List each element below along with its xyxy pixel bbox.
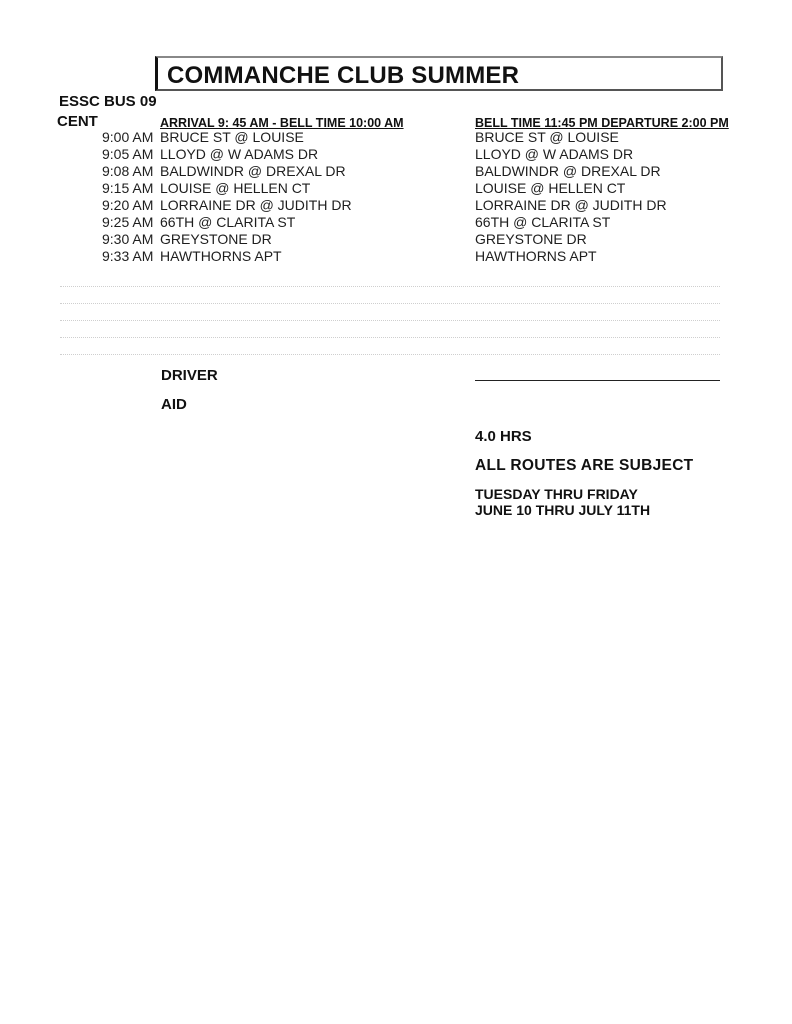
school-label: CENT <box>57 113 98 130</box>
bus-label: ESSC BUS 09 <box>59 93 157 110</box>
stop-location: BALDWINDR @ DREXAL DR <box>160 163 346 179</box>
stop-location: GREYSTONE DR <box>160 231 272 247</box>
stop-time: 9:33 AM <box>102 248 154 264</box>
stop-location: LORRAINE DR @ JUDITH DR <box>475 197 667 213</box>
stop-location: HAWTHORNS APT <box>475 248 597 264</box>
stop-location: LLOYD @ W ADAMS DR <box>475 146 634 162</box>
stop-time: 9:05 AM <box>102 146 154 162</box>
days-note: TUESDAY THRU FRIDAY <box>475 486 638 502</box>
stop-location: BALDWINDR @ DREXAL DR <box>475 163 661 179</box>
stop-location: LORRAINE DR @ JUDITH DR <box>160 197 352 213</box>
stop-location: LLOYD @ W ADAMS DR <box>160 146 319 162</box>
page-title: COMMANCHE CLUB SUMMER <box>167 62 520 89</box>
stop-time: 9:00 AM <box>102 129 154 145</box>
dates-note: JUNE 10 THRU JULY 11TH <box>475 502 651 518</box>
stop-location: BRUCE ST @ LOUISE <box>160 129 304 145</box>
stop-time: 9:25 AM <box>102 214 154 230</box>
stop-location: 66TH @ CLARITA ST <box>475 214 611 230</box>
driver-signature-line <box>475 380 720 381</box>
stop-location: BRUCE ST @ LOUISE <box>475 129 619 145</box>
routes-note: ALL ROUTES ARE SUBJECT <box>475 457 694 474</box>
title-box <box>155 56 723 91</box>
aid-label: AID <box>161 396 187 413</box>
divider <box>60 320 720 321</box>
stop-location: HAWTHORNS APT <box>160 248 282 264</box>
stop-location: GREYSTONE DR <box>475 231 587 247</box>
stop-location: LOUISE @ HELLEN CT <box>160 180 311 196</box>
stop-location: LOUISE @ HELLEN CT <box>475 180 626 196</box>
divider <box>60 354 720 355</box>
divider <box>60 286 720 287</box>
stop-time: 9:30 AM <box>102 231 154 247</box>
stop-location: 66TH @ CLARITA ST <box>160 214 296 230</box>
divider <box>60 303 720 304</box>
divider <box>60 337 720 338</box>
stop-time: 9:20 AM <box>102 197 154 213</box>
stop-time: 9:08 AM <box>102 163 154 179</box>
hours-note: 4.0 HRS <box>475 428 532 445</box>
stop-time: 9:15 AM <box>102 180 154 196</box>
afternoon-heading: BELL TIME 11:45 PM DEPARTURE 2:00 PM <box>475 116 729 130</box>
morning-heading: ARRIVAL 9: 45 AM - BELL TIME 10:00 AM <box>160 116 404 130</box>
driver-label: DRIVER <box>161 367 218 384</box>
